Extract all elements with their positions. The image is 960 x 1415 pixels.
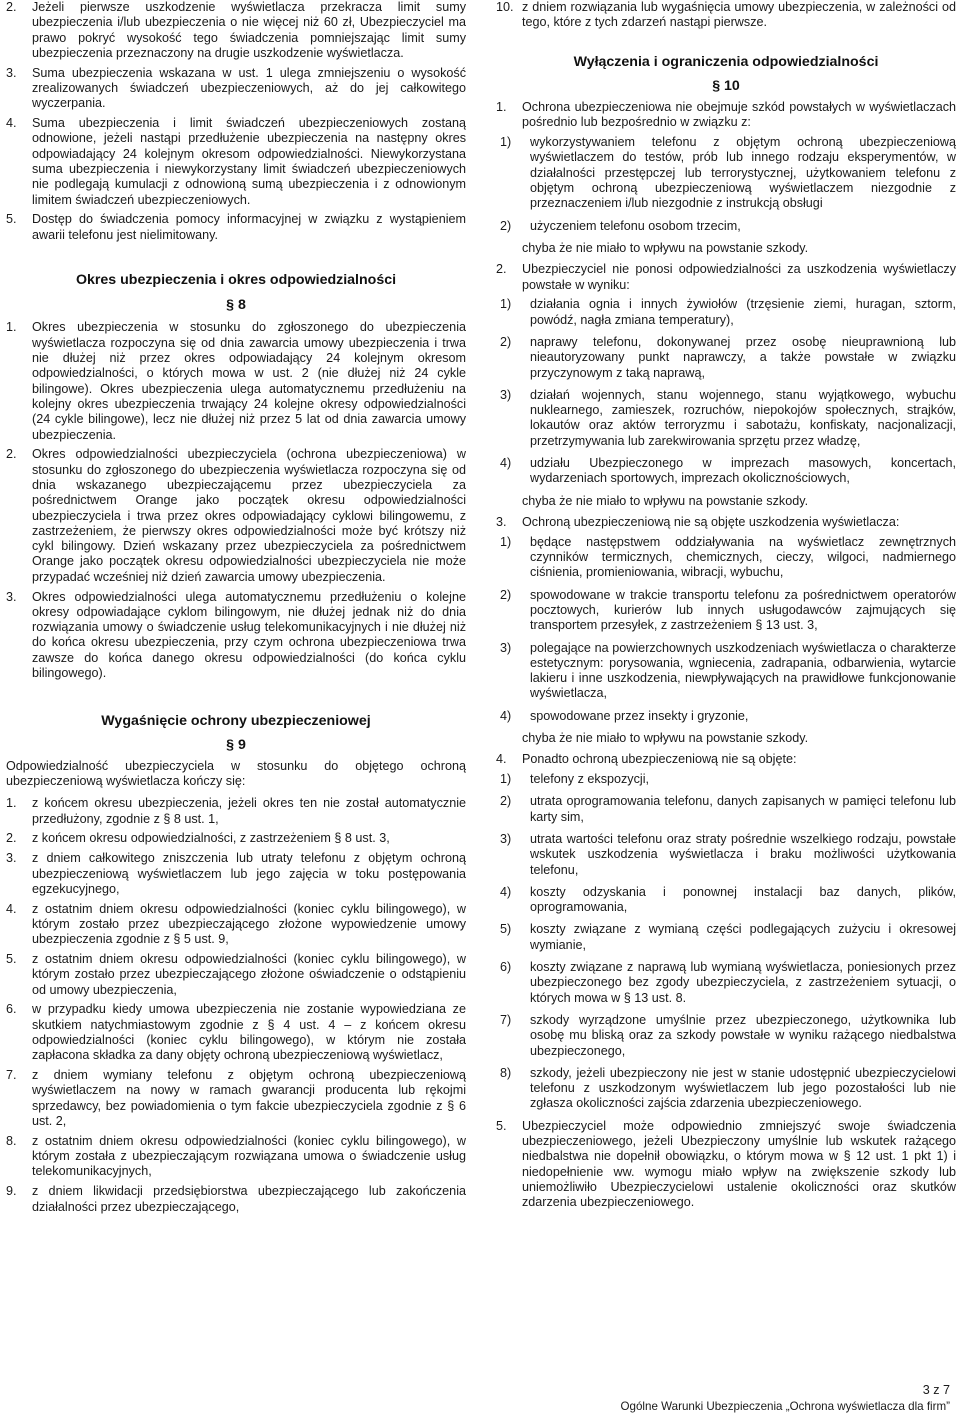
- item-number: 6.: [6, 1002, 17, 1017]
- sub-item: [496, 709, 956, 724]
- sub-item-text: utrata wartości telefonu oraz straty pośrednie wszelkiego rodzaju, powstałe wskutek uszkodzenia wyświetlacza i braku możliwości użytkowania telefonu,: [530, 831, 956, 877]
- sub-item-number: 3): [500, 387, 512, 402]
- sub-item-number: 1): [500, 297, 512, 312]
- sub-item: [496, 922, 956, 953]
- item-number: 2.: [6, 447, 17, 462]
- sub-item-number: 1): [500, 135, 512, 150]
- sub-item: [496, 219, 956, 234]
- sub-item: [496, 456, 956, 487]
- sub-item-text: koszty związane z wymianą części podlegających zużyciu i okresowej wymianie,: [530, 922, 956, 952]
- item-text: Dostęp do świadczenia pomocy informacyjnej w związku z wystąpieniem awarii telefonu jest nielimitowany.: [32, 212, 466, 242]
- list-item: [6, 0, 466, 61]
- page-number: 3 z 7: [922, 1383, 950, 1397]
- sub-item-number: 1): [500, 772, 512, 787]
- sub-item-text: działań wojennych, stanu wojennego, stanu wyjątkowego, wybuchu nuklearnego, zamieszek, rozruchów, niepokojów społecznych, strajków, lokautów oraz aktów terroryzmu i sabotażu, konfiskaty, nacjonalizacji, przetrzymywania lub zarekwirowania sprzętu przez władzę,: [530, 387, 956, 448]
- item-text: z ostatnim dniem okresu odpowiedzialności (koniec cyklu bilingowego), w którym zostało przez ubezpieczającego złożone oświadczenie o odstąpieniu od umowy ubezpieczenia,: [32, 952, 466, 997]
- list-item: [6, 831, 466, 846]
- item-number: 1.: [6, 320, 17, 335]
- list-item: [6, 212, 466, 243]
- sub-item-number: 2): [500, 334, 512, 349]
- section-heading: Wygaśnięcie ochrony ubezpieczeniowej: [101, 712, 371, 729]
- sub-item-number: 3): [500, 831, 512, 846]
- sub-item-number: 2): [500, 218, 512, 233]
- sub-item-number: 4): [500, 456, 512, 471]
- sub-item: [496, 535, 956, 581]
- right-column: [496, 0, 956, 1215]
- item-text: z dniem całkowitego zniszczenia lub utraty telefonu z objętym ochroną ubezpieczeniową wyświetlaczem lub jego zajęcia w toku postępowania egzekucyjnego,: [32, 851, 466, 896]
- sub-item-number: 2): [500, 587, 512, 602]
- sub-item: [496, 1013, 956, 1059]
- sub-item-text: utrata oprogramowania telefonu, danych zapisanych w pamięci telefonu lub karty sim,: [530, 794, 956, 824]
- item-text: z końcem okresu odpowiedzialności, z zastrzeżeniem § 8 ust. 3,: [32, 831, 390, 846]
- item-number: 9.: [6, 1184, 17, 1199]
- sub-item-text: telefony z ekspozycji,: [530, 772, 649, 787]
- section-number: § 9: [226, 736, 246, 753]
- sub-item-number: 6): [500, 960, 512, 975]
- item-number: 10.: [496, 0, 514, 14]
- sub-item-text: będące następstwem oddziaływania na wyświetlacz zewnętrznych czynników termicznych, chemicznych, cieczy, wilgoci, nadmiernego ciśnienia, promieniowania, wibracji, wybuchu,: [530, 534, 956, 580]
- sub-item-number: 2): [500, 794, 512, 809]
- item-number: 7.: [6, 1068, 17, 1083]
- sub-item-text: naprawy telefonu, dokonywanej przez osobę nieuprawnioną lub nieautoryzowany punkt naprawczy, a także powstałe w związku przyczynowym z taką naprawą,: [530, 334, 956, 380]
- sub-item-text: wykorzystywaniem telefonu z objętym ochroną ubezpieczeniową wyświetlaczem do testów, prób lub innego rodzaju eksperymentów, w działalności przestępczej lub terrorystycznej, użytkowaniem telefonu z objętym ochroną ubezpieczeniową wyświetlaczem niezgodnie z przeznaczeniem i/lub niezgodnie z instrukcją obsługi: [530, 135, 956, 211]
- item-text: Ochroną ubezpieczeniową nie są objęte uszkodzenia wyświetlacza:: [522, 514, 900, 529]
- item-number: 8.: [6, 1133, 17, 1148]
- sub-item-text: szkody, jeżeli ubezpieczony nie jest w stanie udostępnić ubezpieczycielowi telefonu z uszkodzonym wyświetlaczem lub jego pozostałości lub nie zgłasza okoliczności zajścia zdarzenia ubezpieczeniowego.: [530, 1065, 956, 1111]
- footer-title: Ogólne Warunki Ubezpieczenia „Ochrona wyświetlacza dla firm”: [620, 1400, 950, 1413]
- sub-item-number: 4): [500, 884, 512, 899]
- item-text: Ponadto ochroną ubezpieczeniową nie są objęte:: [522, 752, 797, 767]
- sub-item: [496, 588, 956, 634]
- sub-item: [496, 772, 956, 787]
- sub-item-number: 3): [500, 640, 512, 655]
- sub-item-number: 5): [500, 922, 512, 937]
- list-item: [496, 0, 956, 31]
- item-number: 3.: [6, 589, 17, 604]
- list-item: [6, 1134, 466, 1180]
- item-number: 4.: [6, 901, 17, 916]
- left-column: [6, 0, 466, 1219]
- list-item: [6, 851, 466, 897]
- item-text: Okres odpowiedzialności ulega automatycznemu przedłużeniu o kolejne okresy odpowiadające cyklom bilingowym, nie dłużej jednak niż do dnia rozwiązania umowy o świadczenie usług telekomunikacyjnych i nie dłużej niż do końca okresu ubezpieczenia, przy czym ochrona ubezpieczeniowa trwa zawsze do końca danego okresu odpowiedzialności (do końca cyklu bilingowego).: [32, 589, 466, 680]
- item-number: 1.: [496, 100, 507, 115]
- item-number: 1.: [6, 796, 17, 811]
- note-text: chyba że nie miało to wpływu na powstanie szkody.: [522, 730, 809, 745]
- sub-item-text: polegające na powierzchownych uszkodzeniach wyświetlacza o charakterze estetycznym: porysowania, wgniecenia, zadrapania, odbarwienia, wytarcie lakieru i inne uszkodzenia, niewpływających na prawidłowe funkcjonowanie wyświetlacza,: [530, 640, 956, 701]
- item-number: 2.: [6, 831, 17, 846]
- sub-item-text: spowodowane przez insekty i gryzonie,: [530, 708, 749, 723]
- list-item: [496, 515, 956, 530]
- sub-item-number: 8): [500, 1065, 512, 1080]
- sub-item: [496, 135, 956, 211]
- item-number: 5.: [496, 1118, 507, 1133]
- list-item: [496, 262, 956, 293]
- sub-item-number: 4): [500, 708, 512, 723]
- item-number: 2.: [6, 0, 17, 14]
- list-item: [496, 100, 956, 131]
- sub-item-text: szkody wyrządzone umyślnie przez ubezpieczonego, użytkownika lub osobę mu bliską oraz za szkody powstałe w wyniku rażącego niedbalstwa ubezpieczonego,: [530, 1012, 956, 1058]
- item-number: 2.: [496, 262, 507, 277]
- item-text: Ubezpieczyciel nie ponosi odpowiedzialności za uszkodzenia wyświetlaczy powstałe w wyniku:: [522, 262, 956, 292]
- item-number: 4.: [496, 752, 507, 767]
- sub-item: [496, 1066, 956, 1112]
- sub-item-text: działania ognia i innych żywiołów (trzęsienie ziemi, huragan, sztorm, powódź, nagła zmiana temperatury),: [530, 297, 956, 327]
- sub-item: [496, 794, 956, 825]
- item-number: 5.: [6, 212, 17, 227]
- sub-item: [496, 388, 956, 449]
- item-number: 3.: [6, 851, 17, 866]
- item-number: 4.: [6, 116, 17, 131]
- item-text: z dniem likwidacji przedsiębiorstwa ubezpieczającego lub zakończenia działalności przez ubezpieczającego,: [32, 1184, 466, 1214]
- item-number: 3.: [496, 514, 507, 529]
- sub-item: [496, 885, 956, 916]
- list-item: [496, 1119, 956, 1211]
- item-text: z ostatnim dniem okresu odpowiedzialności (koniec cyklu bilingowego), w którym została z ubezpieczającym rozwiązana umowa o świadczenie usług telekomunikacyjnych,: [32, 1133, 466, 1179]
- note-text: chyba że nie miało to wpływu na powstanie szkody.: [522, 493, 809, 508]
- sub-item: [496, 335, 956, 381]
- item-text: Suma ubezpieczenia i limit świadczeń ubezpieczeniowych zostaną odnowione, jeżeli nastąpi przedłużenie ubezpieczenia na następny okres odpowiadający 24 kolejnym okresom odpowiedzialności. Niewykorzystana suma ubezpieczenia i niewykorzystany limit świadczeń ubezpieczeniowych nie podlegają kumulacji z odnowioną sumą ubezpieczenia i z odnowionym limitem świadczeń ubezpieczeniowych.: [32, 116, 466, 207]
- item-text: z ostatnim dniem okresu odpowiedzialności (koniec cyklu bilingowego), w którym zostało przez ubezpieczającego złożone wypowiedzenie umowy ubezpieczenia zgodnie z § 5 ust. 9,: [32, 901, 466, 947]
- item-text: Jeżeli pierwsze uszkodzenie wyświetlacza przekracza limit sumy ubezpieczenia i/lub ubezpieczenia o nie więcej niż 60 zł, Ubezpieczyciel ma prawo pokryć wysokość tego świadczenia pomniejszając limit sumy ubezpieczenia przeznaczony na drugie uszkodzenie wyświetlacza.: [32, 0, 466, 60]
- list-item: [6, 116, 466, 208]
- list-item: [6, 320, 466, 442]
- item-text: Okres ubezpieczenia w stosunku do zgłoszonego do ubezpieczenia wyświetlacza rozpoczyna się od dnia zawarcia umowy ubezpieczenia i trwa nie dłużej niż przez okres odpowiadający 24 kolejnym okresom odpowiedzialności, o których mowa w ust. 2 (nie dłużej niż 24 cykle bilingowe). Okres ubezpieczenia ulega automatycznemu przedłużeniu na kolejny okres ubezpieczenia trwający 24 kolejne okresy odpowiedzialności (24 cykle bilingowe), lecz nie dłużej niż przez 5 lat od dnia zawarcia umowy ubezpieczenia.: [32, 320, 466, 442]
- sub-item-number: 7): [500, 1012, 512, 1027]
- item-text: z końcem okresu ubezpieczenia, jeżeli okres ten nie został automatycznie przedłużony, zgodnie z § 8 ust. 1,: [32, 796, 466, 826]
- item-text: z dniem rozwiązania lub wygaśnięcia umowy ubezpieczenia, w zależności od tego, które z tych zdarzeń nastąpi pierwsze.: [522, 0, 956, 30]
- item-number: 3.: [6, 65, 17, 80]
- note-text: chyba że nie miało to wpływu na powstanie szkody.: [522, 240, 809, 255]
- sub-item-text: udziału Ubezpieczonego w imprezach masowych, koncertach, wydarzeniach sportowych, imprezach okolicznościowych,: [530, 456, 956, 486]
- section-heading: Okres ubezpieczenia i okres odpowiedzialności: [75, 272, 397, 289]
- list-item: [6, 590, 466, 682]
- list-item: [6, 796, 466, 827]
- list-item: [6, 902, 466, 948]
- list-item: [496, 752, 956, 767]
- sub-item: [496, 832, 956, 878]
- item-text: w przypadku kiedy umowa ubezpieczenia nie zostanie wypowiedziana ze skutkiem natychmiastowym zgodnie z § 4 ust. 4 – z końcem okresu odpowiedzialności (koniec cyklu bilingowego), w którym nie została zapłacona składka za dany objęty ochroną ubezpieczeniową wyświetlacz,: [32, 1002, 466, 1063]
- item-text: Okres odpowiedzialności ubezpieczyciela (ochrona ubezpieczeniowa) w stosunku do zgłoszonego do ubezpieczenia wyświetlacza rozpoczyna się od dnia wskazanego ubezpieczającemu przez ubezpieczyciela za pośrednictwem Orange jako początek okresu odpowiedzialności ubezpieczyciela i trwa przez okres odpowiadający cyklowi bilingowemu, z zastrzeżeniem, że pierwszy okres odpowiedzialności może być krótszy niż cykl bilingowy. Dzień wskazany przez ubezpieczyciela za pośrednictwem Orange jako początek okresu odpowiedzialności ubezpieczyciela nie może przypadać wcześniej niż dzień zawarcia umowy ubezpieczenia.: [32, 447, 466, 584]
- sub-item-text: koszty związane z naprawą lub wymianą wyświetlacza, poniesionych przez ubezpieczonego bez zgody ubezpieczyciela, z zastrzeżeniem sytuacji, o których mowa w § 13 ust. 8.: [530, 960, 956, 1005]
- item-text: Ochrona ubezpieczeniowa nie obejmuje szkód powstałych w wyświetlaczach pośrednio lub bezpośrednio w związku z:: [522, 100, 956, 130]
- section-number: § 8: [226, 297, 246, 314]
- section-heading: Wyłączenia i ograniczenia odpowiedzialności: [573, 54, 879, 71]
- sub-item: [496, 297, 956, 328]
- sub-item-text: koszty odzyskania i ponownej instalacji baz danych, plików, oprogramowania,: [530, 884, 956, 915]
- sub-item-text: spowodowane w trakcie transportu telefonu za pośrednictwem operatorów pocztowych, kurierów lub innych usługodawców zajmujących się transportem przesyłek, z zastrzeżeniem § 13 ust. 3,: [530, 587, 956, 633]
- list-item: [6, 1068, 466, 1129]
- lead-paragraph: Odpowiedzialność ubezpieczyciela w stosunku do objętego ochroną ubezpieczeniową wyświetlacza kończy się:: [6, 758, 466, 789]
- sub-item-text: użyczeniem telefonu osobom trzecim,: [530, 218, 741, 233]
- list-item: [6, 447, 466, 585]
- list-item: [6, 952, 466, 998]
- sub-item-number: 1): [500, 534, 512, 549]
- sub-item: [496, 641, 956, 702]
- list-item: [6, 1184, 466, 1215]
- item-text: z dniem wymiany telefonu z objętym ochroną ubezpieczeniową wyświetlaczem na nowy w ramach gwarancji producenta lub rękojmi sprzedawcy, bez powiadomienia o tym fakcie ubezpieczyciela zgodnie z § 6 ust. 2,: [32, 1068, 466, 1129]
- section-number: § 10: [712, 78, 740, 95]
- item-text: Ubezpieczyciel może odpowiednio zmniejszyć swoje świadczenia ubezpieczeniowego, jeżeli Ubezpieczony umyślnie lub wskutek rażącego niedbalstwa nie dopełnił obowiązku, o którym mowa w § 12 ust. 1 pkt 1) i niedopełnienie ww. wymogu miało wpływ na zwiększenie szkody lub uniemożliwiło Ubezpieczycielowi ustalenie okoliczności oraz skutków zdarzenia ubezpieczeniowego.: [522, 1118, 956, 1210]
- item-number: 5.: [6, 952, 17, 967]
- list-item: [6, 1002, 466, 1063]
- item-text: Suma ubezpieczenia wskazana w ust. 1 ulega zmniejszeniu o wysokość zrealizowanych świadczeń ubezpieczeniowych, aż do jej całkowitego wyczerpania.: [32, 65, 466, 111]
- sub-item: [496, 960, 956, 1006]
- list-item: [6, 66, 466, 112]
